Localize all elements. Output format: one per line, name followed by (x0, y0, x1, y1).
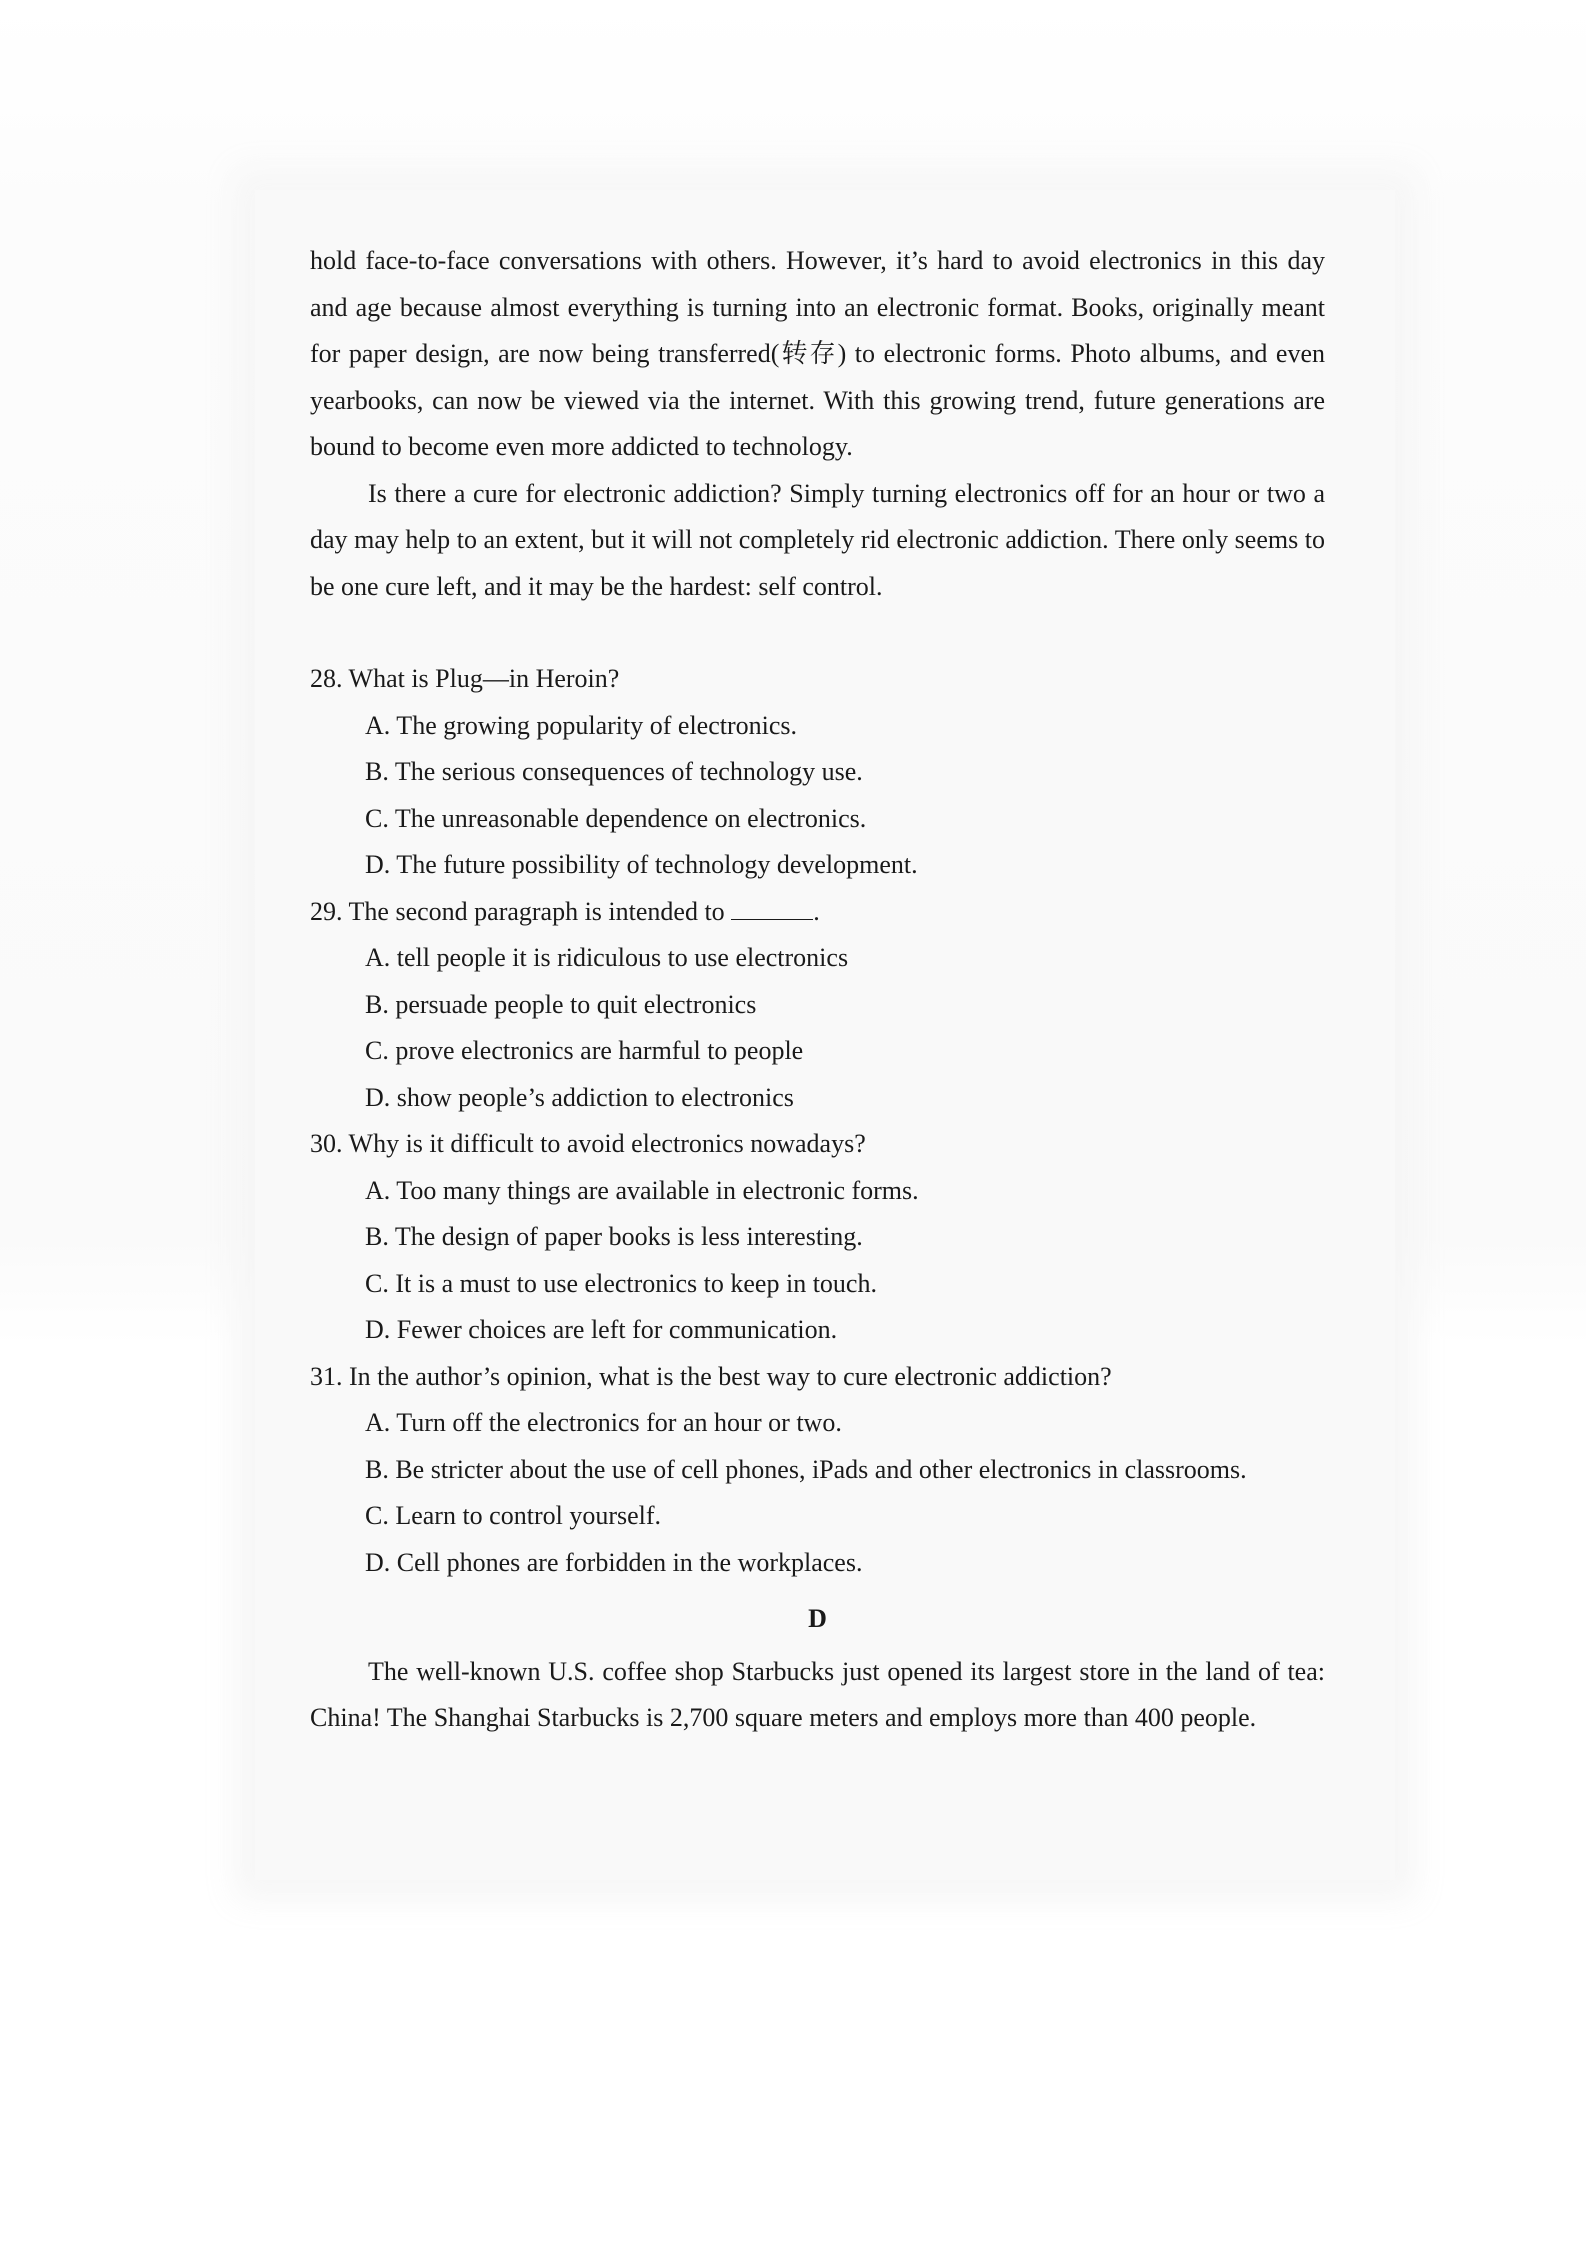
option-b: B. Be stricter about the use of cell phones, iPads and other electronics in classrooms. (365, 1454, 1247, 1484)
option-c: C. Learn to control yourself. (365, 1501, 662, 1530)
option-d: D. show people’s addiction to electronics (365, 1082, 794, 1112)
question-text: What is Plug—in Heroin? (348, 664, 620, 693)
question-text: Why is it difficult to avoid electronics nowadays? (348, 1129, 866, 1158)
option-d: D. Fewer choices are left for communication. (365, 1315, 838, 1344)
option-d: D. Cell phones are forbidden in the workplaces. (365, 1547, 863, 1577)
question-text-end: . (813, 896, 820, 926)
question-number: 31. (310, 1361, 343, 1391)
passage-c-paragraph-2: Is there a cure for electronic addiction? Simply turning electronics off for an hour or two a day may help to an extent, but it will not completely rid electronic addiction. There only seems to be one cure left, and it may be the hardest: self control. (310, 478, 1325, 601)
question-28 (310, 656, 1325, 889)
passage-d-paragraph-1: The well-known U.S. coffee shop Starbucks just opened its largest store in the land of tea: China! The Shanghai Starbucks is 2,700 square meters and employs more than 400 people. (310, 1656, 1325, 1732)
spacer (310, 610, 1325, 656)
question-29 (310, 889, 1325, 1122)
option-c: C. prove electronics are harmful to people (365, 1036, 804, 1065)
question-text: In the author’s opinion, what is the best way to cure electronic addiction? (349, 1361, 1112, 1391)
question-30 (310, 1121, 1325, 1354)
option-c: C. The unreasonable dependence on electronics. (365, 803, 867, 833)
option-a: A. The growing popularity of electronics. (365, 710, 798, 740)
question-text: The second paragraph is intended to (348, 896, 725, 926)
question-number: 29. (310, 896, 343, 926)
option-b: B. persuade people to quit electronics (365, 989, 757, 1019)
option-d: D. The future possibility of technology development. (365, 850, 918, 879)
question-stem (310, 889, 1325, 936)
exam-text-body (310, 238, 1325, 1742)
option-a: A. Too many things are available in electronic forms. (365, 1175, 919, 1205)
question-stem (310, 1121, 1325, 1168)
option-a: A. tell people it is ridiculous to use electronics (365, 943, 849, 972)
passage-c-paragraph-1: hold face-to-face conversations with others. However, it’s hard to avoid electronics in this day and age because almost everything is turning into an electronic format. Books, originally meant for paper design, are now being transferred(转存) to electronic forms. Photo albums, and even yearbooks, can now be viewed via the internet. With this growing trend, future generations are bound to become even more addicted to technology. (310, 246, 1325, 461)
question-stem (310, 1354, 1325, 1401)
question-number: 30. (310, 1129, 343, 1158)
question-number: 28. (310, 664, 343, 693)
option-b: B. The serious consequences of technology use. (365, 757, 863, 786)
option-c: C. It is a must to use electronics to keep in touch. (365, 1268, 877, 1298)
answer-blank (731, 897, 813, 920)
section-heading-d: D (808, 1604, 827, 1633)
question-stem (310, 656, 1325, 703)
option-b: B. The design of paper books is less interesting. (365, 1222, 863, 1251)
option-a: A. Turn off the electronics for an hour or two. (365, 1408, 842, 1437)
question-31 (310, 1354, 1325, 1587)
